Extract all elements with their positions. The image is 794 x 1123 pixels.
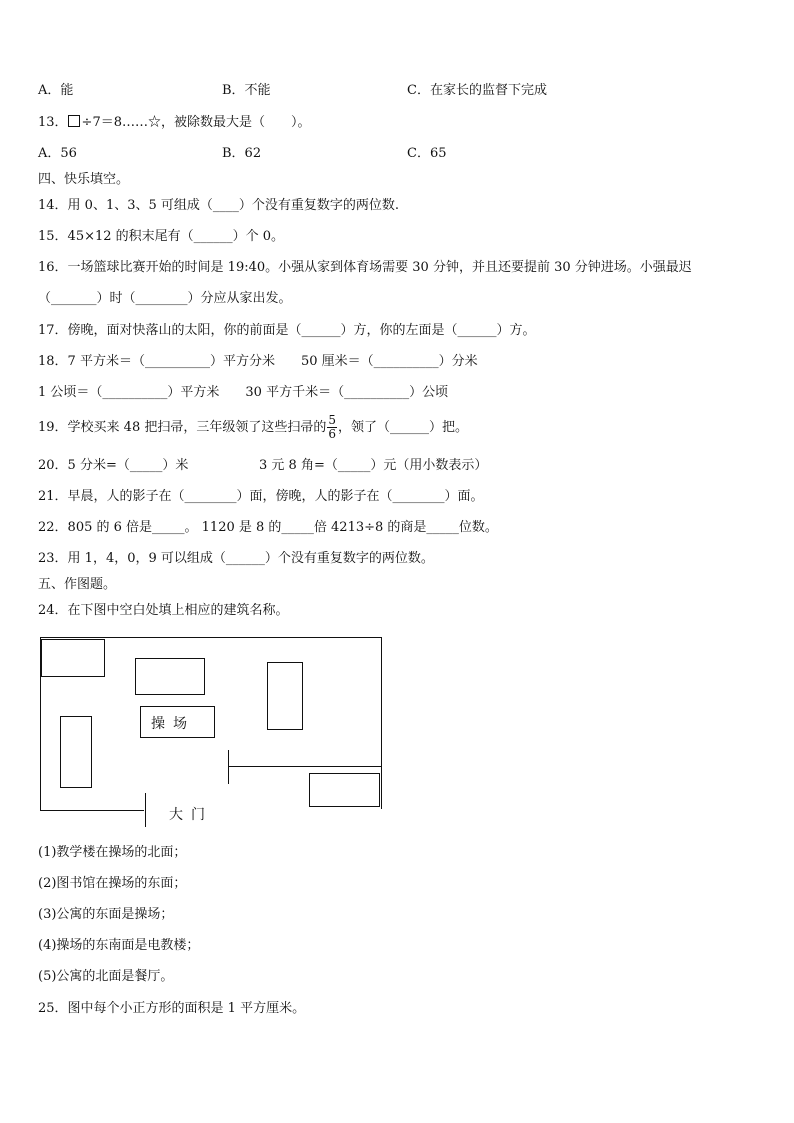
map-inner-wall-post [228, 750, 229, 784]
q25-question: 25．图中每个小正方形的面积是 1 平方厘米。 [38, 1001, 306, 1016]
section-heading-drawing: 五、作图题。 [38, 577, 117, 592]
q13-option-b: B．62 [222, 146, 262, 161]
campus-map [38, 636, 384, 823]
blank-square-icon [68, 115, 80, 127]
q19-text-after: ，领了（______）把。 [338, 420, 469, 435]
gate-label: 大门 [169, 807, 213, 823]
q22-question: 22．805 的 6 倍是_____。 1120 是 8 的_____倍 4213÷8 的商是_____位数。 [38, 520, 498, 535]
building-blank-northwest [41, 639, 105, 677]
q17-question: 17．傍晚，面对快落山的太阳，你的前面是（______）方，你的左面是（______）方。 [38, 323, 536, 338]
map-inner-wall [228, 766, 381, 767]
q14-question: 14．用 0、1、3、5 可组成（____）个没有重复数字的两位数. [38, 198, 400, 213]
fraction-denominator: 6 [328, 427, 336, 441]
q24-item-2: (2)图书馆在操场的东面； [38, 876, 187, 891]
map-top-wall [40, 637, 382, 638]
q18-question-line1: 18．7 平方米＝（__________）平方分米 50 厘米＝（__________）分米 [38, 354, 478, 369]
building-blank-east [267, 662, 303, 730]
playground-label: 操场 [151, 716, 195, 732]
q19-text-before: 19．学校买来 48 把扫帚，三年级领了这些扫帚的 [38, 420, 327, 435]
q24-item-4: (4)操场的东南面是电教楼； [38, 938, 200, 953]
q13-text: ÷7＝8……☆，被除数最大是（ ）。 [81, 115, 311, 130]
q24-item-3: (3)公寓的东面是操场； [38, 907, 174, 922]
q24-question: 24．在下图中空白处填上相应的建筑名称。 [38, 603, 289, 618]
fraction-numerator: 5 [328, 413, 336, 427]
q23-question: 23．用 1，4，0，9 可以组成（______）个没有重复数字的两位数。 [38, 551, 434, 566]
q13-option-a: A．56 [38, 146, 77, 161]
map-gate-post [145, 793, 146, 827]
building-blank-west [60, 716, 92, 788]
fraction-five-sixths [327, 414, 337, 441]
q16-question-line1: 16．一场篮球比赛开始的时间是 19:40。小强从家到体育场需要 30 分钟，并且还要提前 30 分钟进场。小强最迟 [38, 260, 692, 275]
q19-question [38, 411, 468, 445]
building-blank-north [135, 658, 205, 695]
q21-question: 21．早晨，人的影子在（________）面，傍晚，人的影子在（________）面。 [38, 489, 484, 504]
q16-question-line2: （_______）时（________）分应从家出发。 [38, 291, 292, 306]
q24-item-1: (1)教学楼在操场的北面； [38, 845, 187, 860]
building-blank-southeast [309, 773, 380, 807]
map-bottom-wall [40, 810, 144, 811]
q20-question-a: 20．5 分米=（_____）米 [38, 458, 189, 473]
q15-question: 15．45×12 的积末尾有（______）个 0。 [38, 229, 285, 244]
q24-item-5: (5)公寓的北面是餐厅。 [38, 969, 174, 984]
q13-question [38, 114, 310, 132]
playground-box [140, 706, 215, 738]
q12-option-b: B．不能 [222, 83, 271, 98]
q12-option-c: C．在家长的监督下完成 [407, 83, 547, 98]
map-right-wall [381, 637, 382, 809]
q20-question-b: 3 元 8 角=（_____）元（用小数表示） [259, 458, 488, 473]
q18-question-line2: 1 公顷＝（__________）平方米 30 平方千米＝（__________）公顷 [38, 385, 449, 400]
q13-option-c: C．65 [407, 146, 447, 161]
q13-number: 13． [38, 115, 68, 130]
section-heading-fill-in: 四、快乐填空。 [38, 172, 130, 187]
q12-option-a: A．能 [38, 83, 74, 98]
